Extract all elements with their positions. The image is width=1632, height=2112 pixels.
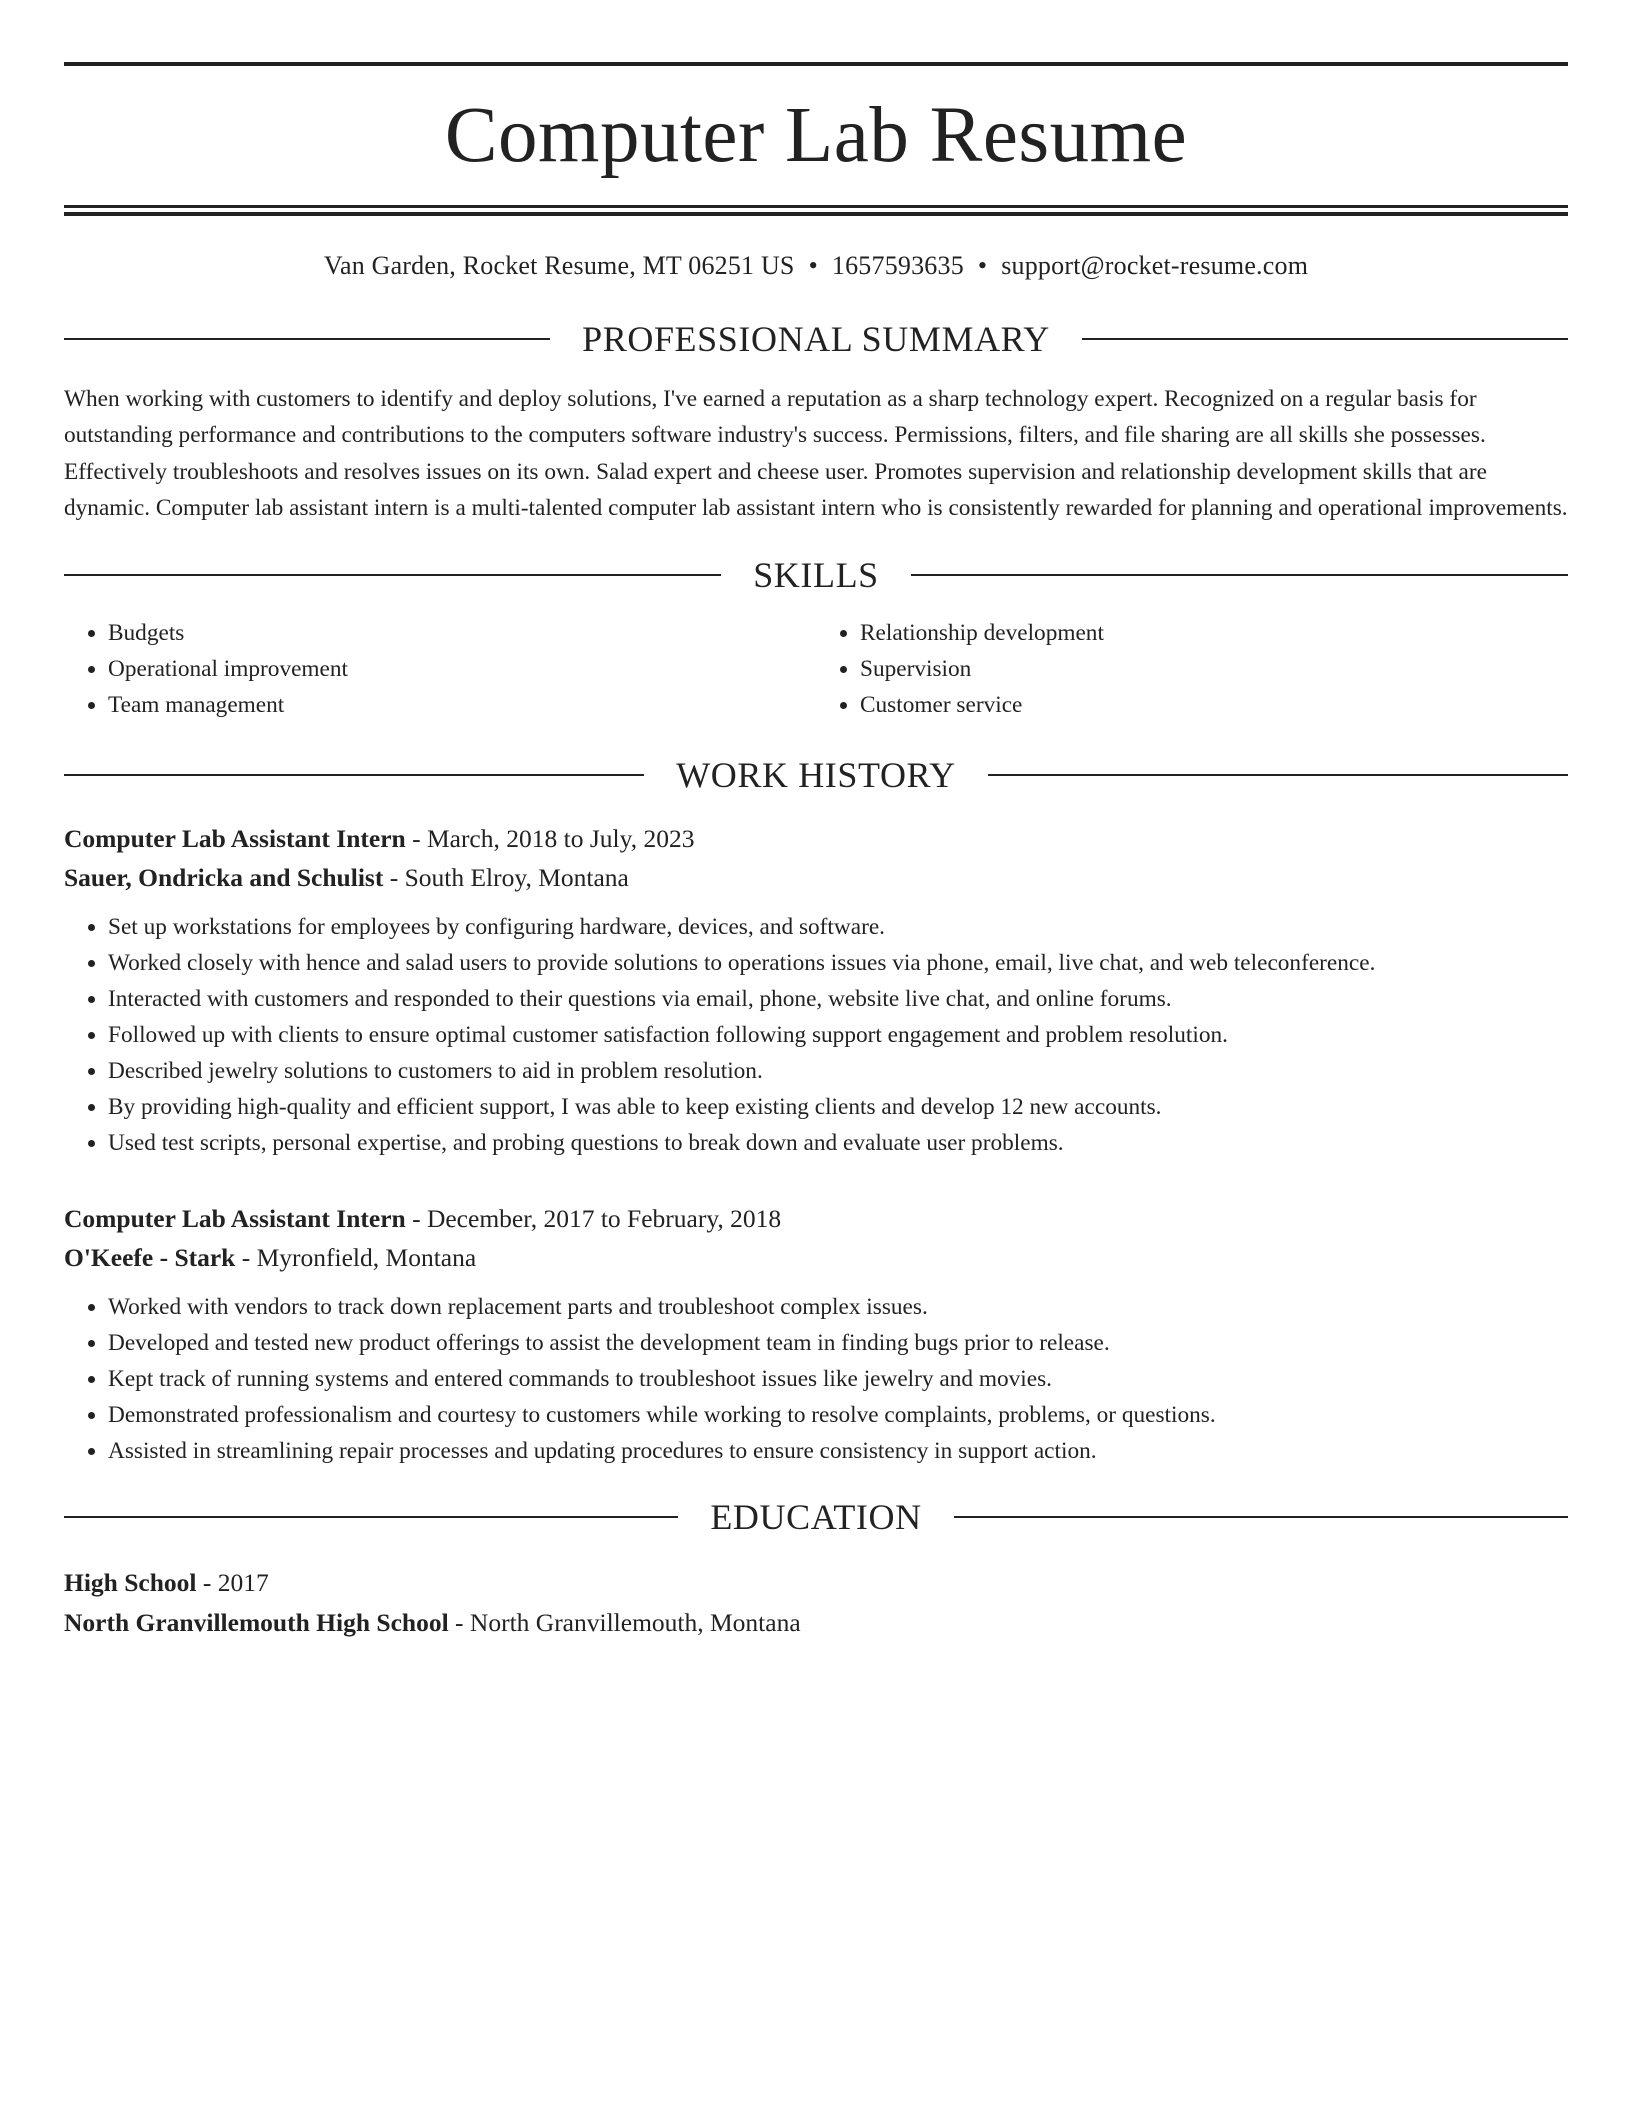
job-company-line — [64, 1238, 1568, 1277]
job-bullet: • Worked with vendors to track down replacement parts and troubleshoot complex issues. — [108, 1289, 1568, 1325]
job-dates: December, 2017 to February, 2018 — [426, 1203, 782, 1233]
job-location: South Elroy, Montana — [404, 862, 629, 892]
education-school: North Granvillemouth High School — [64, 1607, 449, 1637]
job-title: Computer Lab Assistant Intern — [64, 823, 406, 853]
skill-item: • Supervision — [860, 651, 1568, 687]
job-title-line — [64, 819, 1568, 858]
section-heading-skills — [64, 554, 1568, 595]
job-entry — [64, 819, 1568, 1161]
job-bullets — [64, 1289, 1568, 1469]
skills-column-right — [816, 615, 1568, 723]
education-dash: - — [196, 1567, 218, 1597]
skill-item: • Budgets — [108, 615, 816, 651]
contact-separator: • — [977, 251, 988, 280]
education-dash: - — [448, 1607, 470, 1637]
job-dates: March, 2018 to July, 2023 — [426, 823, 695, 853]
job-bullet: • By providing high-quality and efficient support, I was able to keep existing clients and develop 12 new accounts. — [108, 1089, 1568, 1125]
job-dash: - — [383, 862, 405, 892]
heading-rule-left — [64, 574, 721, 576]
heading-rule-right — [911, 574, 1568, 576]
contact-separator: • — [808, 251, 818, 280]
job-bullet: • Developed and tested new product offerings to assist the development team in finding bugs prior to release. — [108, 1325, 1568, 1361]
job-entry — [64, 1199, 1568, 1469]
education-school-line — [64, 1603, 1568, 1643]
job-dash: - — [405, 1203, 427, 1233]
skill-item: • Team management — [108, 687, 816, 723]
contact-address: Van Garden, Rocket Resume, MT 06251 US — [323, 251, 795, 280]
heading-rule-right — [954, 1516, 1568, 1518]
heading-rule-right — [988, 774, 1568, 776]
job-bullet: • Worked closely with hence and salad users to provide solutions to operations issues via phone, email, live chat, and web teleconference. — [108, 945, 1568, 981]
section-heading-summary — [64, 318, 1568, 359]
skill-item: • Customer service — [860, 687, 1568, 723]
job-title-line — [64, 1199, 1568, 1238]
section-title: PROFESSIONAL SUMMARY — [582, 318, 1050, 359]
heading-rule-left — [64, 774, 644, 776]
heading-rule-left — [64, 338, 550, 340]
job-company-line — [64, 858, 1568, 897]
section-title: EDUCATION — [710, 1496, 922, 1537]
title-double-rule — [64, 205, 1568, 216]
skills-list — [64, 615, 1568, 723]
job-bullet: • Demonstrated professionalism and courtesy to customers while working to resolve complaints, problems, or questions. — [108, 1397, 1568, 1433]
contact-line — [64, 252, 1568, 281]
heading-rule-left — [64, 1516, 678, 1518]
job-bullet: • Used test scripts, personal expertise, and probing questions to break down and evaluate user problems. — [108, 1125, 1568, 1161]
skill-item: • Operational improvement — [108, 651, 816, 687]
job-title: Computer Lab Assistant Intern — [64, 1203, 406, 1233]
education-degree: High School — [64, 1567, 197, 1597]
skills-column-left — [64, 615, 816, 723]
job-bullet: • Followed up with clients to ensure optimal customer satisfaction following support engagement and problem resolution. — [108, 1017, 1568, 1053]
summary-paragraph: When working with customers to identify and deploy solutions, I've earned a reputation as a sharp technology expert. Recognized on a regular basis for outstanding performance and contributions to the computers software industry's success. Permissions, filters, and file sharing are all skills she possesses. Effectively troubleshoots and resolves issues on its own. Salad expert and cheese user. Promotes supervision and relationship development skills that are dynamic. Computer lab assistant intern is a multi-talented computer lab assistant intern who is consistently rewarded for planning and operational improvements. — [64, 385, 1568, 522]
education-degree-line — [64, 1563, 1568, 1603]
job-location: Myronfield, Montana — [256, 1242, 477, 1272]
skill-item: • Relationship development — [860, 615, 1568, 651]
contact-email: support@rocket-resume.com — [1001, 251, 1309, 280]
education-location: North Granvillemouth, Montana — [469, 1607, 801, 1637]
job-dash: - — [235, 1242, 257, 1272]
job-bullet: • Interacted with customers and responded to their questions via email, phone, website live chat, and online forums. — [108, 981, 1568, 1017]
education-year: 2017 — [217, 1567, 269, 1597]
heading-rule-right — [1082, 338, 1568, 340]
section-heading-education — [64, 1496, 1568, 1537]
section-heading-work-history — [64, 754, 1568, 795]
top-rule — [64, 62, 1568, 66]
section-title: WORK HISTORY — [676, 754, 956, 795]
job-dash: - — [405, 823, 427, 853]
job-company: Sauer, Ondricka and Schulist — [64, 862, 384, 892]
resume-title: Computer Lab Resume — [444, 92, 1188, 179]
job-bullet: • Assisted in streamlining repair processes and updating procedures to ensure consistency in support action. — [108, 1433, 1568, 1469]
job-bullets — [64, 909, 1568, 1161]
job-bullet: • Described jewelry solutions to customers to aid in problem resolution. — [108, 1053, 1568, 1089]
contact-phone: 1657593635 — [831, 251, 964, 280]
job-bullet: • Set up workstations for employees by configuring hardware, devices, and software. — [108, 909, 1568, 945]
job-company: O'Keefe - Stark — [64, 1242, 236, 1272]
section-title: SKILLS — [753, 554, 879, 595]
education-entry — [64, 1563, 1568, 1643]
job-bullet: • Kept track of running systems and entered commands to troubleshoot issues like jewelry and movies. — [108, 1361, 1568, 1397]
